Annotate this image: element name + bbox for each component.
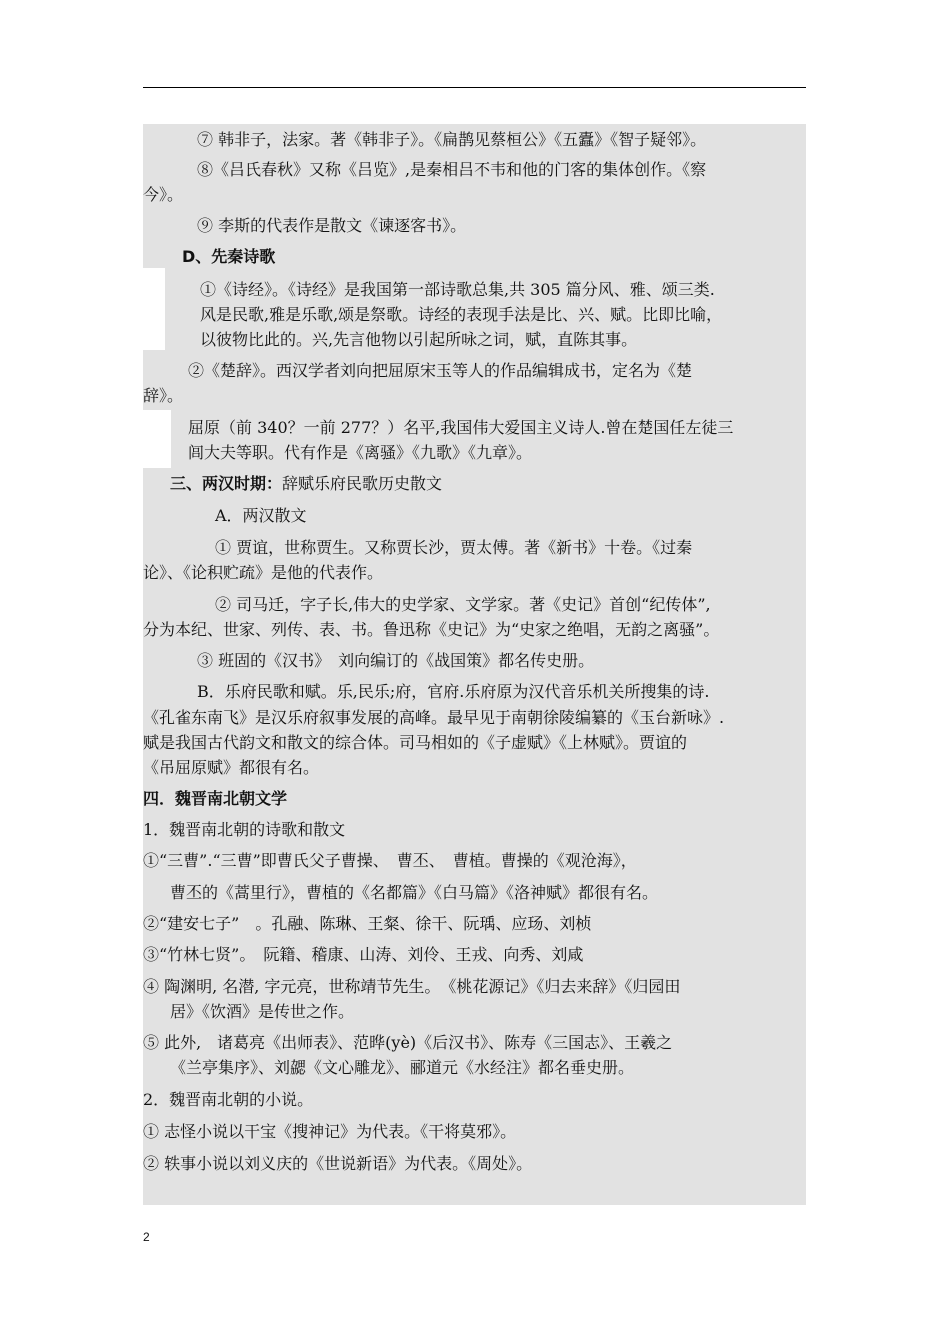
text-line: 辞》。 xyxy=(143,386,184,405)
subsection-heading: 1．魏晋南北朝的诗歌和散文 xyxy=(143,820,346,839)
text-line: 今》。 xyxy=(143,185,184,204)
shading-gap xyxy=(143,268,165,350)
text-line: ⑦ 韩非子，法家。著《韩非子》。《扁鹊见蔡桓公》《五蠹》《智子疑邻》。 xyxy=(197,130,707,149)
section-heading: 四．魏晋南北朝文学 xyxy=(143,789,288,808)
text-line: 闾大夫等职。代有作是《离骚》《九歌》《九章》。 xyxy=(188,443,533,462)
text-line: ④ 陶渊明, 名潜, 字元亮，世称靖节先生。 《桃花源记》《归去来辞》《归园田 xyxy=(143,977,681,996)
text-line: 曹丕的《蒿里行》，曹植的《名都篇》《白马篇》《洛神赋》都很有名。 xyxy=(170,883,659,902)
section-heading-line xyxy=(170,472,442,496)
section-heading: D、先秦诗歌 xyxy=(182,247,276,266)
text-line: ③ 班固的《汉书》 刘向编订的《战国策》都名传史册。 xyxy=(197,651,595,670)
header-rule xyxy=(143,87,806,88)
text-line: 赋是我国古代韵文和散文的综合体。司马相如的《子虚赋》《上林赋》。贾谊的 xyxy=(143,733,688,752)
text-line: ⑧《吕氏春秋》又称《吕览》,是秦相吕不韦和他的门客的集体创作。《察 xyxy=(197,160,707,179)
section-subtitle: 辞赋乐府民歌历史散文 xyxy=(282,474,443,493)
shading-gap xyxy=(143,410,171,468)
text-line: ③“竹林七贤”。 阮籍、稽康、山涛、刘伶、王戎、向秀、刘咸 xyxy=(143,945,584,964)
text-line: 以彼物比此的。兴,先言他物以引起所咏之词，赋，直陈其事。 xyxy=(200,330,638,349)
text-line: ⑤ 此外, 诸葛亮《出师表》、范晔(yè)《后汉书》、陈寿《三国志》、王羲之 xyxy=(143,1033,673,1052)
text-line: 《兰亭集序》、刘勰《文心雕龙》、郦道元《水经注》都名垂史册。 xyxy=(170,1058,635,1077)
text-line: 《吊屈原赋》都很有名。 xyxy=(143,758,320,777)
text-line: ① 贾谊，世称贾生。又称贾长沙，贾太傅。著《新书》十卷。《过秦 xyxy=(215,538,693,557)
text-line: 风是民歌,雅是乐歌,颂是祭歌。诗经的表现手法是比、兴、赋。比即比喻， xyxy=(200,305,723,324)
text-line: ①《诗经》。《诗经》是我国第一部诗歌总集,共 305 篇分风、雅、颂三类. xyxy=(200,280,715,299)
page-number: 2 xyxy=(143,1230,150,1244)
text-line: ② 司马迁，字子长,伟大的史学家、文学家。著《史记》首创“纪传体”, xyxy=(215,595,711,614)
text-line: ②《楚辞》。西汉学者刘向把屈原宋玉等人的作品编辑成书，定名为《楚 xyxy=(188,361,693,380)
subsection-heading: A．两汉散文 xyxy=(215,506,307,525)
text-line: 屈原（前 340？一前 277？）名平,我国伟大爱国主义诗人.曾在楚国任左徒三 xyxy=(188,418,734,437)
text-line: 分为本纪、世家、列传、表、书。鲁迅称《史记》为“史家之绝唱，无韵之离骚”。 xyxy=(143,620,720,639)
text-line: ② 轶事小说以刘义庆的《世说新语》为代表。《周处》。 xyxy=(143,1154,533,1173)
text-line: 居》《饮酒》是传世之作。 xyxy=(170,1002,355,1021)
text-line: 《孔雀东南飞》是汉乐府叙事发展的高峰。最早见于南朝徐陵编纂的《玉台新咏》. xyxy=(143,708,725,727)
text-line: B．乐府民歌和赋。乐,民乐;府，官府.乐府原为汉代音乐机关所搜集的诗. xyxy=(197,682,710,701)
subsection-heading: 2．魏晋南北朝的小说。 xyxy=(143,1090,314,1109)
section-heading: 三、两汉时期： xyxy=(170,474,283,493)
text-line: 论》、《论积贮疏》是他的代表作。 xyxy=(143,563,384,582)
text-line: ①“三曹”.“三曹”即曹氏父子曹操、 曹丕、 曹植。曹操的《观沧海》， xyxy=(143,851,637,870)
text-line: ②“建安七子” 。孔融、陈琳、王粲、徐干、阮瑀、应玚、刘桢 xyxy=(143,914,592,933)
text-line: ① 志怪小说以干宝《搜神记》为代表。《干将莫邪》。 xyxy=(143,1122,517,1141)
text-line: ⑨ 李斯的代表作是散文《谏逐客书》。 xyxy=(197,216,467,235)
